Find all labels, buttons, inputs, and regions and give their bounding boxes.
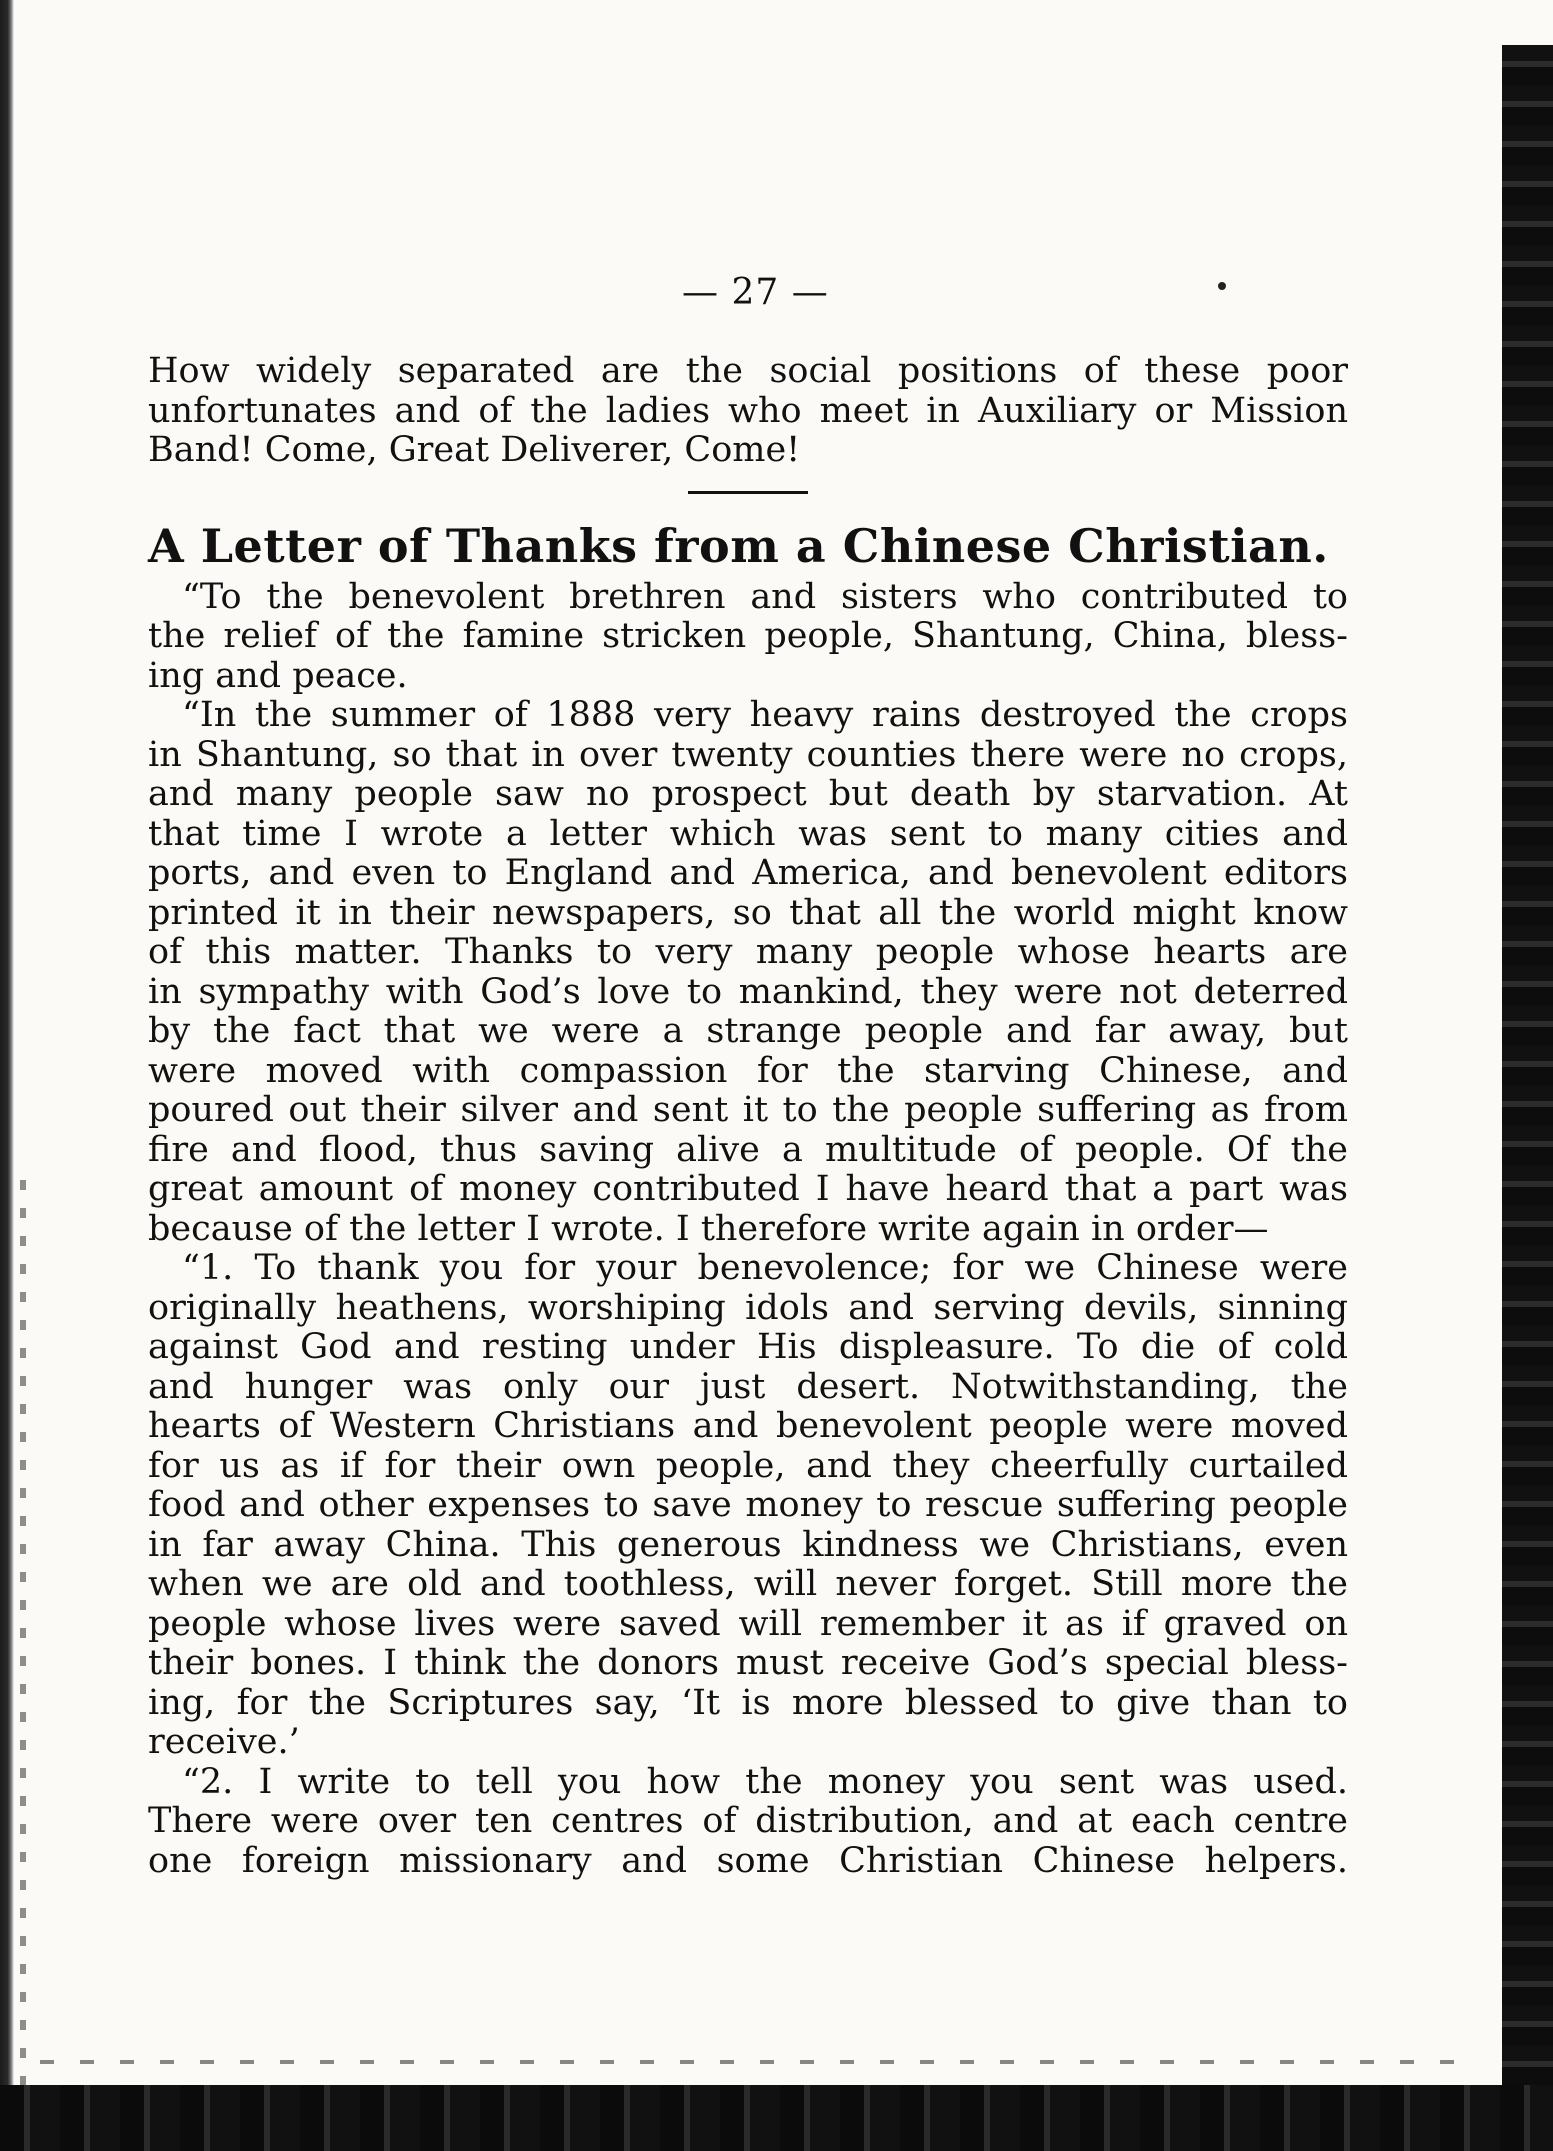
text-line: when we are old and toothless, will never forget. Still more the: [148, 1564, 1348, 1604]
text-line: in far away China. This generous kindness we Christians, even: [148, 1524, 1348, 1565]
text-line: ports, and even to England and America, and benevolent editors: [148, 853, 1348, 893]
text-line: of this matter. Thanks to very many people whose hearts are: [148, 932, 1348, 972]
scan-right-edge: [1502, 45, 1553, 2151]
text-line: “1. To thank you for your benevolence; for we Chinese were: [182, 1248, 1348, 1288]
text-line: for us as if for their own people, and they cheerfully curtailed: [148, 1445, 1348, 1486]
scan-bottom-edge: [0, 2085, 1553, 2151]
text-line: How widely separated are the social positions of these poor: [148, 351, 1348, 391]
page-text: [148, 352, 1348, 1881]
scan-left-margin-marks: [20, 1180, 26, 2120]
letter-body: [148, 578, 1348, 1882]
text-line: people whose lives were saved will remember it as if graved on: [148, 1603, 1348, 1644]
text-line: “2. I write to tell you how the money you sent was used.: [182, 1761, 1348, 1802]
text-line: There were over ten centres of distribution, and at each centre: [148, 1801, 1348, 1841]
text-line: against God and resting under His displeasure. To die of cold: [148, 1327, 1348, 1367]
text-line: “To the benevolent brethren and sisters who contributed to: [182, 576, 1348, 617]
text-line: one foreign missionary and some Christian Chinese helpers.: [148, 1840, 1348, 1881]
text-line: food and other expenses to save money to rescue suffering people: [148, 1485, 1348, 1525]
text-line: poured out their silver and sent it to the people suffering as from: [148, 1090, 1348, 1130]
text-line: ing, for the Scriptures say, ‘It is more blessed to give than to: [148, 1682, 1348, 1723]
text-line: by the fact that we were a strange people and far away, but: [148, 1011, 1348, 1051]
text-line: that time I wrote a letter which was sent to many cities and: [148, 813, 1348, 854]
text-line: the relief of the famine stricken people, Shantung, China, bless-: [148, 616, 1348, 656]
text-line: receive.’: [148, 1722, 300, 1762]
stray-mark: [1218, 282, 1226, 290]
text-line: because of the letter I wrote. I therefore write again in order—: [148, 1208, 1269, 1249]
text-line: Band! Come, Great Deliverer, Come!: [148, 430, 801, 470]
text-line: great amount of money contributed I have heard that a part was: [148, 1169, 1348, 1209]
section-divider: [688, 491, 808, 494]
text-line: in sympathy with God’s love to mankind, they were not deterred: [148, 971, 1348, 1012]
text-line: “In the summer of 1888 very heavy rains destroyed the crops: [182, 695, 1348, 735]
text-line: originally heathens, worshiping idols and serving devils, sinning: [148, 1287, 1348, 1328]
text-line: fire and flood, thus saving alive a multitude of people. Of the: [148, 1129, 1348, 1170]
text-line: unfortunates and of the ladies who meet in Auxiliary or Mission: [148, 390, 1348, 431]
page-number: — 27 —: [682, 272, 829, 313]
text-line: hearts of Western Christians and benevolent people were moved: [148, 1406, 1348, 1446]
text-line: in Shantung, so that in over twenty counties there were no crops,: [148, 734, 1348, 775]
scan-left-edge: [0, 0, 14, 2151]
text-line: printed it in their newspapers, so that all the world might know: [148, 892, 1348, 933]
text-line: and hunger was only our just desert. Notwithstanding, the: [148, 1366, 1348, 1407]
text-line: ing and peace.: [148, 655, 408, 696]
text-line: and many people saw no prospect but death by starvation. At: [148, 774, 1348, 814]
text-line: were moved with compassion for the starving Chinese, and: [148, 1050, 1348, 1091]
text-line: their bones. I think the donors must receive God’s special bless-: [148, 1643, 1348, 1683]
intro-paragraph: [148, 352, 1348, 471]
scan-bottom-marks: [40, 2060, 1480, 2064]
letter-title: A Letter of Thanks from a Chinese Christian.: [148, 518, 1329, 573]
